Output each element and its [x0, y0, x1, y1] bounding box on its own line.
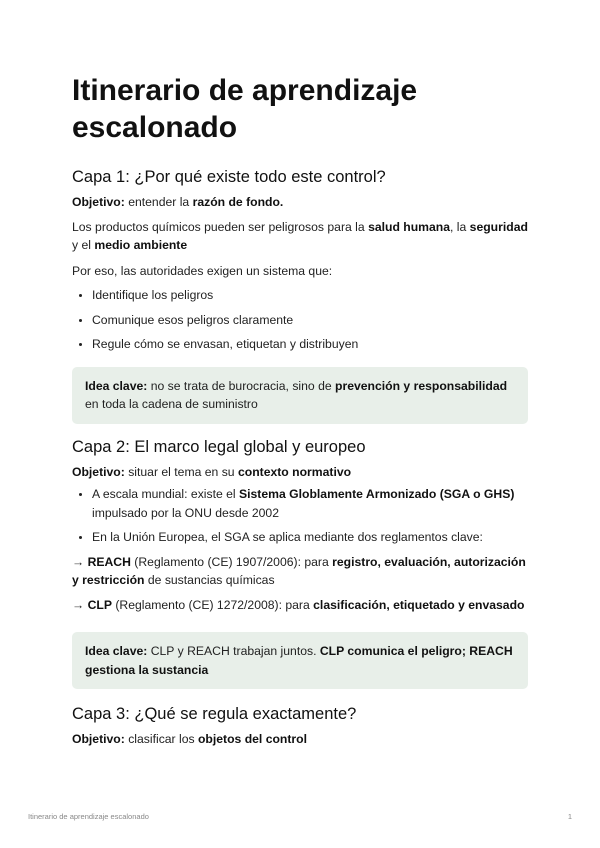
capa3-objective: Objetivo: clasificar los objetos del control	[72, 732, 307, 746]
key-idea-label: Idea clave:	[85, 378, 148, 393]
document-page	[72, 72, 528, 749]
objective-label: Objetivo:	[72, 732, 125, 746]
capa1-paragraph-risks: Los productos químicos pueden ser peligrosos para la salud humana, la seguridad y el medio ambiente	[72, 219, 528, 252]
arrow-right-icon: →	[72, 597, 88, 612]
capa2-heading: Capa 2: El marco legal global y europeo	[72, 437, 366, 456]
objective-label: Objetivo:	[72, 464, 125, 479]
list-item: • A escala mundial: existe el Sistema Globlamente Armonizado (SGA o GHS) impulsado por la ONU desde 2002	[92, 485, 528, 522]
capa2-key-idea: Idea clave: CLP y REACH trabajan juntos. CLP comunica el peligro; REACH gestiona la sustancia	[72, 632, 528, 689]
objective-label: Objetivo:	[72, 195, 125, 209]
list-item: • Identifique los peligros	[92, 286, 528, 305]
capa1-bullet-list	[72, 286, 528, 354]
capa2-clp-line: → CLP (Reglamento (CE) 1272/2008): para clasificación, etiquetado y envasado	[72, 597, 525, 612]
key-idea-label: Idea clave:	[85, 644, 148, 658]
footer-page-number: 1	[567, 812, 572, 821]
capa1-objective: Objetivo: entender la razón de fondo.	[72, 195, 284, 209]
capa1-key-idea: Idea clave: no se trata de burocracia, sino de prevención y responsabilidad en toda la cadena de suministro	[72, 367, 528, 424]
arrow-right-icon: →	[72, 554, 88, 569]
capa2-objective: Objetivo: situar el tema en su contexto normativo	[72, 464, 352, 479]
capa1-paragraph-system: Por eso, las autoridades exigen un sistema que:	[72, 263, 333, 278]
list-item: • En la Unión Europea, el SGA se aplica mediante dos reglamentos clave:	[92, 528, 528, 547]
capa2-bullet-list	[72, 485, 528, 547]
capa1-heading: Capa 1: ¿Por qué existe todo este control?	[72, 168, 386, 186]
page-title: Itinerario de aprendizaje escalonado	[72, 74, 418, 144]
list-item: • Comunique esos peligros claramente	[92, 311, 528, 330]
capa3-heading: Capa 3: ¿Qué se regula exactamente?	[72, 705, 357, 723]
list-item: • Regule cómo se envasan, etiquetan y distribuyen	[92, 335, 528, 354]
footer-document-title: Itinerario de aprendizaje escalonado	[28, 812, 149, 821]
capa2-reach-line: → REACH (Reglamento (CE) 1907/2006): para registro, evaluación, autorización y restricción de sustancias químicas	[72, 554, 526, 587]
